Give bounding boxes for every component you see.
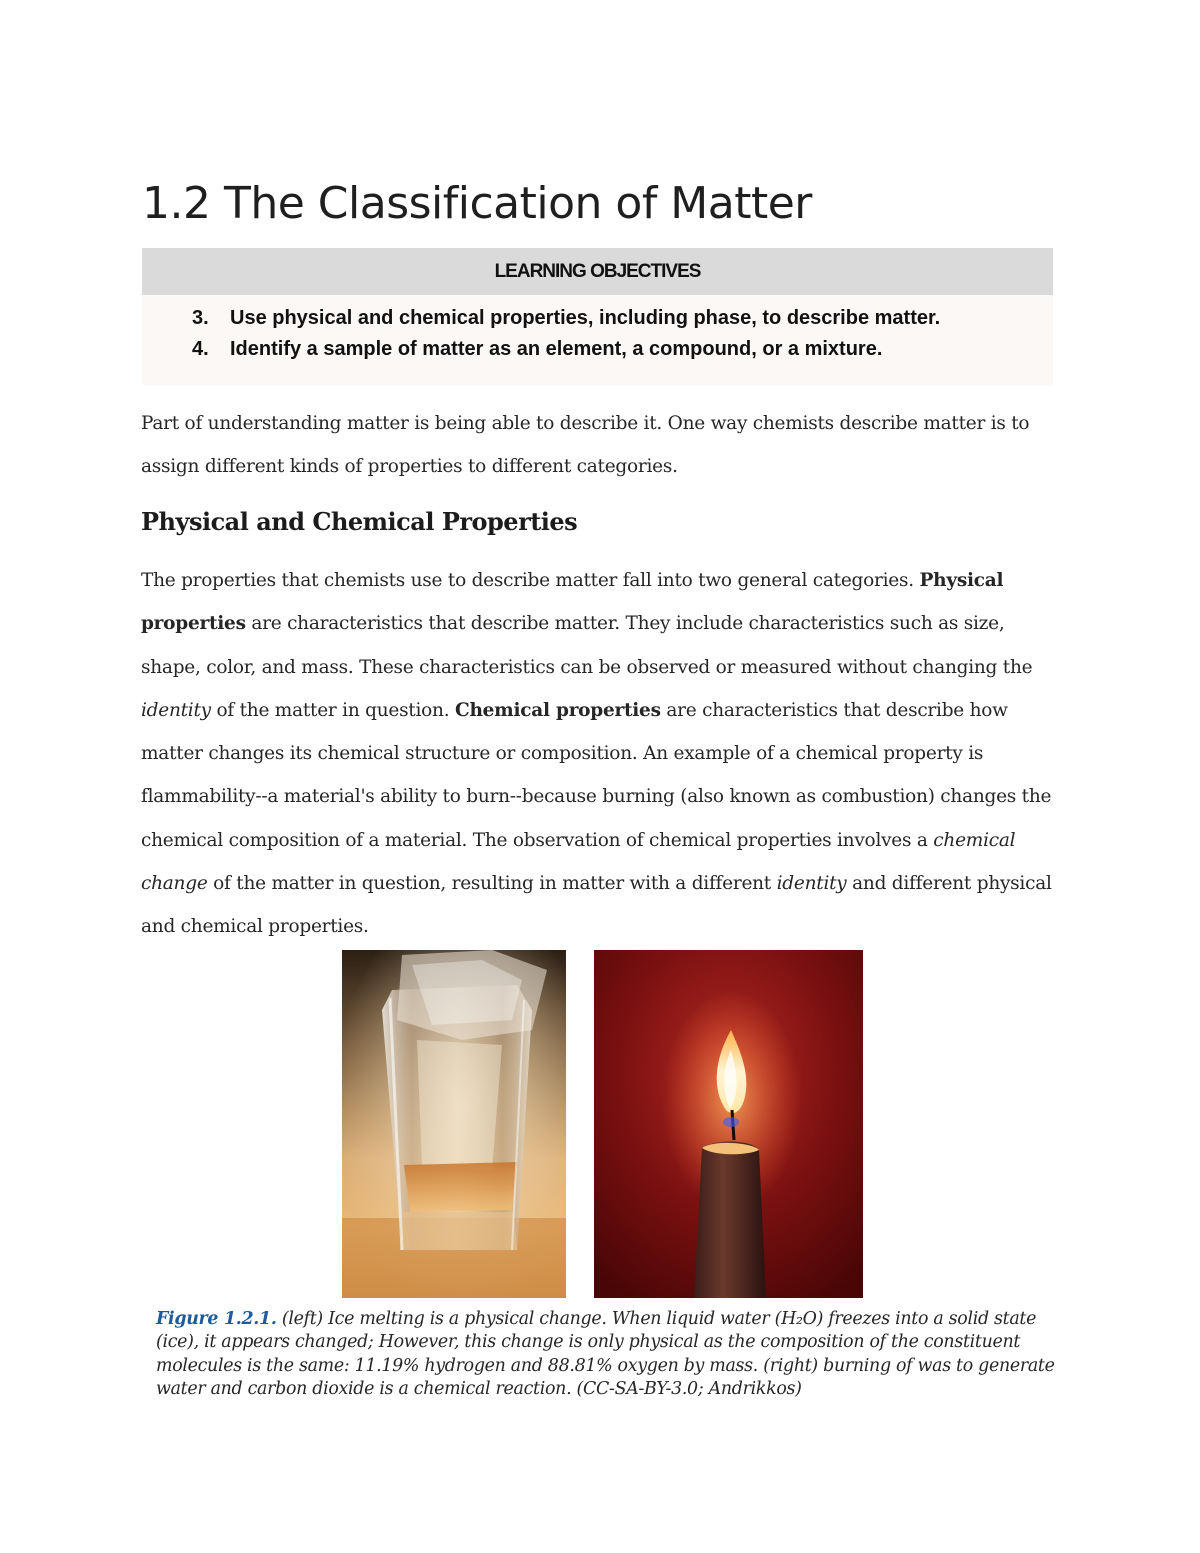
body-paragraph [141,559,1056,949]
figure-label: Figure 1.2.1. [156,1309,277,1329]
objective-text: Use physical and chemical properties, including phase, to describe matter. [230,307,941,329]
body-text: The properties that chemists use to describe matter fall into two general categories. [141,570,920,591]
objective-number: 3. [192,307,209,329]
body-text: of the matter in question. [210,699,455,721]
learning-objectives-box [142,248,1053,385]
objective-text: Identify a sample of matter as an element, a compound, or a mixture. [230,338,883,360]
figure-caption-text: (left) Ice melting is a physical change. When liquid water (H₂O) freezes into a solid state (ice), it appears changed; However, this change is only physical as the composition of the constituent molecules is the same: 11.19% hydrogen and 88.81% oxygen by mass. (right) burning of was to generate water and carbon dioxide is a chemical reaction. (CC-SA-BY-3.0; Andrikkos) [156,1309,1055,1399]
candle-image [594,950,863,1298]
emphasis-identity: identity [141,699,211,721]
body-text: are characteristics that describe matter. They include characteristics such as size, shape, color, and mass. These characteristics can be observed or measured without changing the [141,613,1033,678]
term-physical-properties: Physical properties [141,570,1004,635]
ice-melting-image [342,950,566,1298]
section-heading: Physical and Chemical Properties [141,507,578,536]
learning-objectives-header: LEARNING OBJECTIVES [142,248,1053,295]
term-chemical-properties: Chemical properties [454,699,661,721]
learning-objectives-list [142,295,1053,365]
body-text: are characteristics that describe how matter changes its chemical structure or composition. An example of a chemical property is flammability--a material's ability to burn--because burning (also known as combustion) changes the chemical composition of a material. The observation of chemical properties involves a [141,699,1052,851]
body-text: and different physical and chemical properties. [141,873,1052,938]
objective-item [142,334,1053,365]
page-title: 1.2 The Classification of Matter [142,178,812,229]
intro-paragraph: Part of understanding matter is being able to describe it. One way chemists describe matter is to assign different kinds of properties to different categories. [141,413,1030,478]
objective-number: 4. [192,338,209,360]
figure-caption [156,1308,1056,1401]
emphasis-identity: identity [776,873,847,895]
body-text: of the matter in question, resulting in matter with a different [207,873,777,895]
emphasis-chemical-change: chemical change [141,829,1016,895]
objective-item [142,303,1053,334]
